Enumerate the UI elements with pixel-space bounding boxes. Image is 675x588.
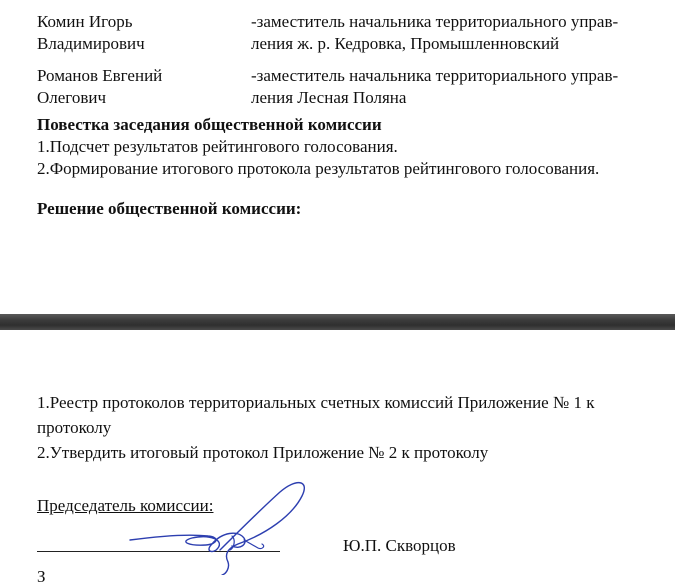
chairman-label: Председатель комиссии: xyxy=(37,496,214,515)
agenda-item: 2.Формирование итогового протокола результатов рейтингового голосования. xyxy=(37,159,600,178)
decision-items xyxy=(37,390,649,465)
member-role-line: ления ж. р. Кедровка, Промышленновский xyxy=(251,34,560,53)
member-role-line: -заместитель начальника территориального управ- xyxy=(251,12,619,31)
member-role xyxy=(251,11,649,55)
footer-text-fragment: З xyxy=(37,567,46,586)
page-separator xyxy=(0,314,675,330)
member-name-line: Олегович xyxy=(37,88,107,107)
member-role-line: ления Лесная Поляна xyxy=(251,88,407,107)
agenda-section xyxy=(37,114,649,180)
chairman-name: Ю.П. Скворцов xyxy=(343,536,456,555)
decision-section xyxy=(37,198,649,220)
member-role xyxy=(251,65,649,109)
member-role-line: -заместитель начальника территориального управ- xyxy=(251,66,619,85)
decision-item-line: 2.Утвердить итоговый протокол Приложение № 2 к протоколу xyxy=(37,443,489,462)
member-name-line: Романов Евгений xyxy=(37,66,163,85)
member-name xyxy=(37,11,237,55)
agenda-heading: Повестка заседания общественной комиссии xyxy=(37,115,382,134)
decision-heading: Решение общественной комиссии: xyxy=(37,199,302,218)
decision-item-line: протоколу xyxy=(37,418,112,437)
agenda-item: 1.Подсчет результатов рейтингового голосования. xyxy=(37,137,398,156)
member-name xyxy=(37,65,237,109)
member-name-line: Владимирович xyxy=(37,34,145,53)
member-name-line: Комин Игорь xyxy=(37,12,133,31)
handwritten-signature xyxy=(120,470,320,575)
decision-item-line: 1.Реестр протоколов территориальных счетных комиссий Приложение № 1 к xyxy=(37,393,595,412)
